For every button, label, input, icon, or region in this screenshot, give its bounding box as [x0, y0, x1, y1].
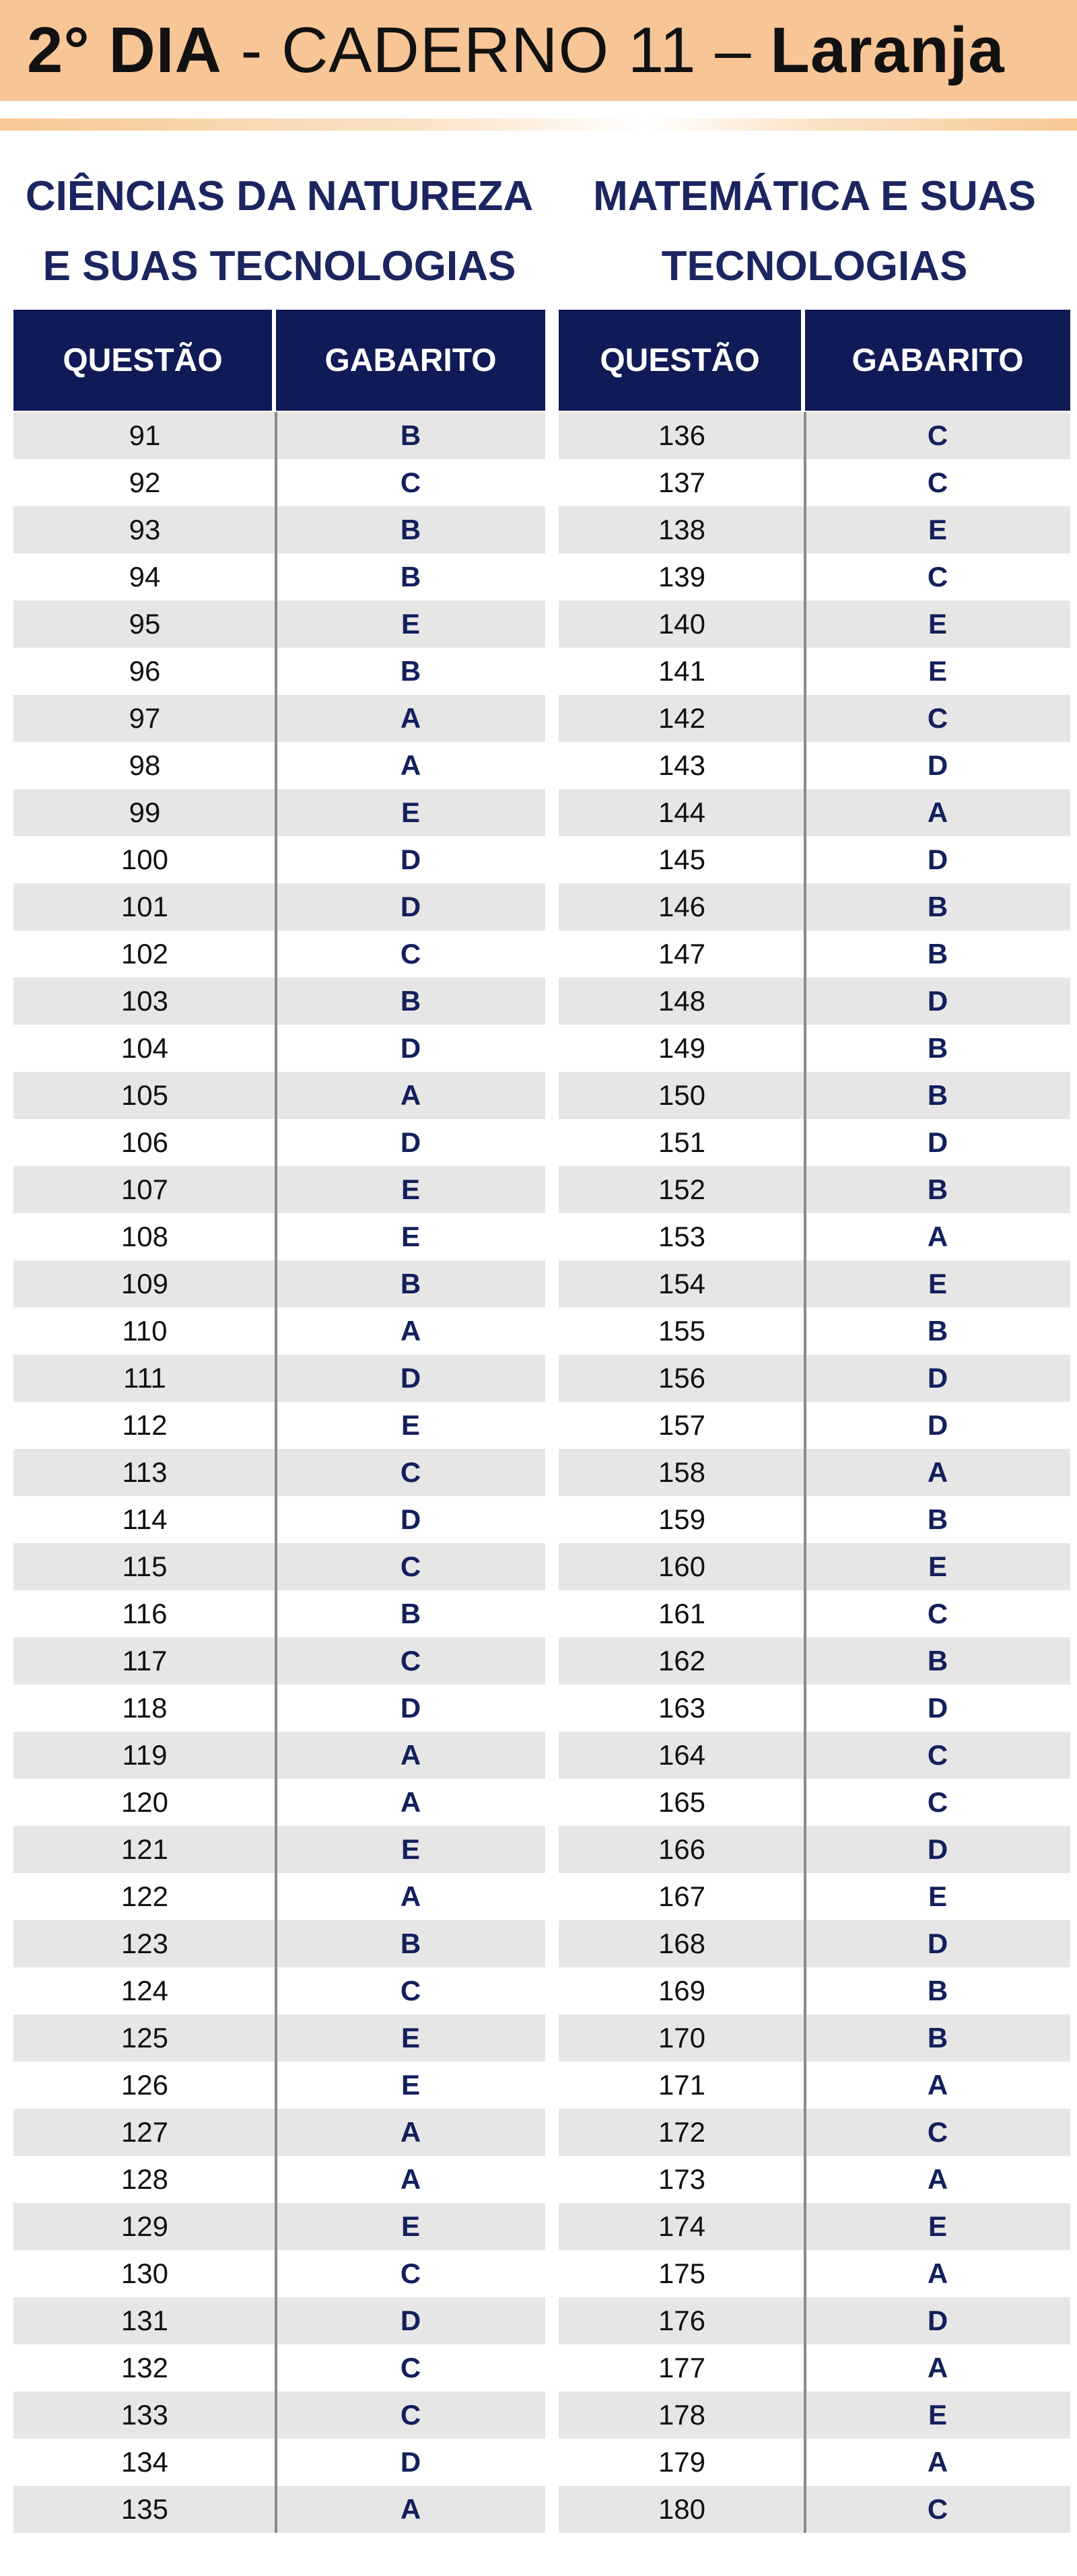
answer-letter: A	[400, 1786, 421, 1818]
question-number: 148	[658, 985, 706, 1017]
table-row	[559, 1166, 1070, 1213]
table-row	[559, 648, 1070, 695]
answer-letter: E	[401, 2210, 420, 2242]
question-number: 93	[129, 514, 161, 545]
table-row	[13, 506, 545, 553]
answer-letter: D	[400, 2446, 421, 2478]
question-number: 178	[658, 2399, 706, 2431]
question-number: 127	[120, 2116, 169, 2148]
answer-letter: C	[927, 1786, 948, 1818]
answer-letter: B	[927, 1032, 948, 1064]
table-row	[13, 2344, 545, 2392]
answer-letter: A	[400, 2116, 421, 2148]
answer-letter: B	[400, 1598, 421, 1629]
question-number: 117	[122, 1645, 168, 1676]
question-number: 98	[129, 749, 161, 781]
question-number: 135	[120, 2493, 169, 2525]
answer-letter: B	[400, 514, 421, 545]
column-divider	[804, 412, 806, 2533]
answer-letter: A	[400, 2493, 421, 2525]
answer-letter: B	[927, 1645, 948, 1676]
answer-letter: E	[401, 1174, 420, 1205]
answer-letter: A	[400, 1739, 421, 1771]
section-title-right-line2: TECNOLOGIAS	[661, 243, 968, 290]
table-row	[559, 459, 1070, 506]
question-number: 96	[129, 655, 161, 687]
question-number: 146	[658, 891, 706, 922]
header-divider	[0, 118, 1077, 131]
answer-table-right	[559, 310, 1070, 2533]
answer-letter: E	[401, 796, 420, 828]
question-number: 134	[120, 2446, 169, 2478]
answer-letter: A	[927, 1456, 948, 1488]
table-row	[13, 836, 545, 883]
question-number: 162	[658, 1645, 706, 1676]
table-row	[13, 1590, 545, 1637]
answer-letter: A	[927, 2069, 948, 2101]
question-number: 161	[658, 1598, 706, 1629]
table-row	[13, 1308, 545, 1355]
table-header-left	[13, 310, 545, 411]
answer-letter: D	[927, 1409, 948, 1441]
answer-letter: D	[927, 1692, 948, 1724]
question-number: 142	[658, 702, 706, 734]
question-number: 122	[120, 1880, 169, 1912]
answer-letter: E	[928, 514, 947, 545]
answer-letter: E	[928, 2399, 947, 2431]
question-number: 100	[120, 844, 169, 875]
question-number: 113	[122, 1456, 168, 1488]
question-number: 94	[129, 561, 161, 592]
table-row	[559, 601, 1070, 648]
table-header-right	[559, 310, 1070, 411]
question-number: 177	[658, 2352, 706, 2383]
answer-letter: D	[927, 749, 948, 781]
section-title-left-line2: E SUAS TECNOLOGIAS	[42, 243, 516, 290]
answer-letter: D	[927, 1126, 948, 1158]
table-row	[559, 1213, 1070, 1260]
table-row	[13, 648, 545, 695]
table-row	[559, 1260, 1070, 1308]
table-row	[559, 1402, 1070, 1449]
table-row	[13, 1920, 545, 1967]
answer-letter: D	[400, 1126, 421, 1158]
question-number: 139	[658, 561, 706, 592]
table-row	[559, 2062, 1070, 2109]
table-row	[559, 2109, 1070, 2156]
question-number: 123	[120, 1928, 169, 1959]
answer-letter: C	[927, 1739, 948, 1771]
table-row	[13, 1779, 545, 1826]
answer-letter: E	[401, 2022, 420, 2054]
table-row	[559, 1449, 1070, 1496]
answer-letter: B	[400, 985, 421, 1017]
question-number: 175	[658, 2258, 706, 2289]
title-color: Laranja	[770, 14, 1005, 86]
question-number: 156	[658, 1362, 706, 1394]
answer-letter: B	[927, 1975, 948, 2006]
table-row	[13, 1025, 545, 1072]
answer-letter: D	[927, 1833, 948, 1865]
question-number: 115	[122, 1551, 168, 1582]
answer-letter: A	[927, 2258, 948, 2289]
question-number: 102	[120, 938, 169, 970]
table-row	[13, 1685, 545, 1732]
table-row	[13, 978, 545, 1025]
answer-letter: B	[927, 1174, 948, 1205]
question-number: 144	[658, 796, 706, 828]
question-number: 99	[129, 796, 161, 828]
question-number: 138	[658, 514, 706, 545]
answer-letter: D	[400, 2305, 421, 2336]
question-number: 166	[658, 1833, 706, 1865]
question-number: 172	[658, 2116, 706, 2148]
table-row	[13, 1732, 545, 1779]
question-number: 91	[129, 419, 161, 451]
table-row	[13, 601, 545, 648]
answer-letter: B	[400, 561, 421, 592]
answer-letter: E	[401, 608, 420, 640]
answer-letter: A	[400, 2163, 421, 2195]
answer-letter: D	[927, 985, 948, 1017]
table-row	[13, 1213, 545, 1260]
answer-letter: A	[927, 1221, 948, 1252]
question-number: 174	[658, 2210, 706, 2242]
answer-letter: E	[928, 1551, 947, 1582]
answer-letter: B	[400, 655, 421, 687]
table-row	[559, 695, 1070, 742]
table-row	[559, 553, 1070, 601]
question-number: 153	[658, 1221, 706, 1252]
answer-letter: E	[401, 1221, 420, 1252]
table-row	[13, 2392, 545, 2439]
question-number: 95	[129, 608, 161, 640]
table-row	[13, 695, 545, 742]
table-row	[13, 1449, 545, 1496]
answer-letter: B	[927, 1315, 948, 1347]
answer-letter: D	[400, 1692, 421, 1724]
answer-letter: B	[927, 1503, 948, 1535]
section-title-left-line1: CIÊNCIAS DA NATUREZA	[25, 173, 534, 219]
table-row	[559, 1873, 1070, 1920]
table-row	[559, 789, 1070, 836]
table-row	[13, 2062, 545, 2109]
question-number: 111	[123, 1362, 166, 1394]
question-number: 126	[120, 2069, 169, 2101]
table-row	[13, 2250, 545, 2297]
table-row	[559, 1308, 1070, 1355]
table-row	[13, 553, 545, 601]
answer-table-left	[13, 310, 545, 2533]
answer-letter: D	[400, 1032, 421, 1064]
table-row	[559, 1826, 1070, 1873]
answer-letter: C	[400, 2352, 421, 2383]
table-row	[13, 1637, 545, 1685]
question-number: 168	[658, 1928, 706, 1959]
table-row	[559, 1543, 1070, 1590]
table-row	[13, 930, 545, 978]
question-number: 114	[122, 1503, 168, 1535]
answer-letter: C	[927, 561, 948, 592]
question-number: 141	[658, 655, 706, 687]
question-number: 108	[120, 1221, 169, 1252]
question-number: 120	[120, 1786, 169, 1818]
table-row	[559, 412, 1070, 459]
column-header-gabarito: GABARITO	[805, 310, 1070, 411]
table-row	[559, 506, 1070, 553]
question-number: 97	[129, 702, 161, 734]
question-number: 169	[658, 1975, 706, 2006]
answer-letter: C	[400, 1645, 421, 1676]
column-header-questao: QUESTÃO	[559, 310, 801, 411]
table-row	[13, 1873, 545, 1920]
answer-letter: D	[400, 1503, 421, 1535]
table-row	[559, 2014, 1070, 2062]
question-number: 104	[120, 1032, 169, 1064]
question-number: 171	[658, 2069, 706, 2101]
table-row	[13, 1402, 545, 1449]
question-number: 121	[120, 1833, 169, 1865]
answer-letter: C	[400, 467, 421, 498]
answer-letter: E	[401, 1833, 420, 1865]
question-number: 101	[120, 891, 169, 922]
answer-letter: E	[928, 655, 947, 687]
table-row	[13, 1543, 545, 1590]
question-number: 128	[120, 2163, 169, 2195]
table-row	[13, 2297, 545, 2344]
answer-letter: A	[927, 2352, 948, 2383]
page-header	[0, 0, 1077, 101]
question-number: 118	[122, 1692, 168, 1724]
question-number: 132	[120, 2352, 169, 2383]
answer-letter: B	[927, 1079, 948, 1111]
answer-letter: A	[927, 796, 948, 828]
table-row	[13, 1826, 545, 1873]
question-number: 167	[658, 1880, 706, 1912]
answer-letter: A	[400, 1880, 421, 1912]
answer-letter: C	[400, 2399, 421, 2431]
page-title	[27, 13, 1005, 88]
table-row	[559, 2392, 1070, 2439]
question-number: 92	[129, 467, 161, 498]
answer-letter: C	[927, 419, 948, 451]
table-row	[559, 2486, 1070, 2533]
answer-letter: E	[928, 1268, 947, 1299]
answer-letter: C	[400, 938, 421, 970]
table-row	[559, 1637, 1070, 1685]
question-number: 151	[658, 1126, 706, 1158]
answer-letter: D	[927, 844, 948, 875]
table-row	[13, 2156, 545, 2203]
question-number: 155	[658, 1315, 706, 1347]
question-number: 112	[122, 1409, 168, 1441]
table-row	[559, 742, 1070, 789]
question-number: 124	[120, 1975, 169, 2006]
column-header-questao: QUESTÃO	[13, 310, 272, 411]
table-row	[13, 2014, 545, 2062]
answer-letter: D	[400, 1362, 421, 1394]
question-number: 164	[658, 1739, 706, 1771]
table-row	[559, 978, 1070, 1025]
column-header-gabarito: GABARITO	[276, 310, 545, 411]
question-number: 145	[658, 844, 706, 875]
table-row	[13, 1355, 545, 1402]
answer-letter: D	[400, 844, 421, 875]
table-row	[13, 883, 545, 930]
table-row	[559, 1685, 1070, 1732]
answer-letter: A	[400, 1315, 421, 1347]
answer-letter: B	[400, 1928, 421, 1959]
table-row	[13, 412, 545, 459]
answer-letter: C	[400, 1456, 421, 1488]
table-row	[559, 1967, 1070, 2014]
table-row	[13, 1119, 545, 1166]
question-number: 109	[120, 1268, 169, 1299]
table-row	[13, 789, 545, 836]
table-body-right	[559, 412, 1070, 2533]
question-number: 163	[658, 1692, 706, 1724]
section-title-right	[559, 162, 1070, 302]
table-row	[13, 1260, 545, 1308]
question-number: 180	[658, 2493, 706, 2525]
question-number: 173	[658, 2163, 706, 2195]
table-row	[559, 1779, 1070, 1826]
question-number: 170	[658, 2022, 706, 2054]
question-number: 147	[658, 938, 706, 970]
answer-letter: C	[927, 1598, 948, 1629]
table-row	[559, 2297, 1070, 2344]
question-number: 129	[120, 2210, 169, 2242]
answer-letter: B	[400, 419, 421, 451]
answer-letter: C	[400, 1975, 421, 2006]
question-number: 149	[658, 1032, 706, 1064]
table-row	[559, 2156, 1070, 2203]
question-number: 110	[122, 1315, 168, 1347]
section-title-right-line1: MATEMÁTICA E SUAS	[593, 173, 1036, 219]
answer-letter: E	[928, 2210, 947, 2242]
question-number: 130	[120, 2258, 169, 2289]
answer-letter: D	[927, 2305, 948, 2336]
question-number: 154	[658, 1268, 706, 1299]
question-number: 160	[658, 1551, 706, 1582]
answer-letter: C	[400, 2258, 421, 2289]
table-row	[13, 2109, 545, 2156]
table-row	[559, 2439, 1070, 2486]
answer-letter: D	[400, 891, 421, 922]
question-number: 133	[120, 2399, 169, 2431]
answer-letter: D	[927, 1928, 948, 1959]
table-row	[559, 836, 1070, 883]
question-number: 105	[120, 1079, 169, 1111]
answer-letter: A	[927, 2446, 948, 2478]
table-row	[559, 930, 1070, 978]
table-row	[559, 1496, 1070, 1543]
answer-letter: C	[927, 467, 948, 498]
answer-letter: C	[927, 702, 948, 734]
table-row	[559, 1072, 1070, 1119]
table-row	[13, 1967, 545, 2014]
table-row	[559, 1920, 1070, 1967]
table-row	[559, 2203, 1070, 2250]
answer-letter: A	[400, 749, 421, 781]
answer-letter: E	[928, 1880, 947, 1912]
table-body-left	[13, 412, 545, 2533]
table-row	[559, 1732, 1070, 1779]
table-row	[559, 1355, 1070, 1402]
question-number: 107	[120, 1174, 169, 1205]
table-row	[559, 2344, 1070, 2392]
answer-letter: B	[927, 938, 948, 970]
table-row	[13, 1072, 545, 1119]
answer-letter: A	[927, 2163, 948, 2195]
table-row	[13, 1496, 545, 1543]
question-number: 143	[658, 749, 706, 781]
column-divider	[275, 412, 277, 2533]
question-number: 176	[658, 2305, 706, 2336]
answer-letter: B	[927, 891, 948, 922]
table-row	[559, 1119, 1070, 1166]
table-row	[13, 459, 545, 506]
question-number: 119	[122, 1739, 168, 1771]
question-number: 165	[658, 1786, 706, 1818]
answer-letter: B	[927, 2022, 948, 2054]
table-row	[13, 2486, 545, 2533]
question-number: 136	[658, 419, 706, 451]
question-number: 150	[658, 1079, 706, 1111]
answer-letter: E	[401, 1409, 420, 1441]
question-number: 116	[122, 1598, 168, 1629]
question-number: 140	[658, 608, 706, 640]
table-row	[559, 2250, 1070, 2297]
section-title-left	[13, 162, 545, 302]
question-number: 159	[658, 1503, 706, 1535]
question-number: 152	[658, 1174, 706, 1205]
table-row	[13, 1166, 545, 1213]
title-day: 2° DIA	[27, 14, 222, 86]
question-number: 158	[658, 1456, 706, 1488]
question-number: 103	[120, 985, 169, 1017]
question-number: 125	[120, 2022, 169, 2054]
answer-letter: C	[927, 2116, 948, 2148]
table-row	[559, 1025, 1070, 1072]
answer-letter: D	[927, 1362, 948, 1394]
answer-letter: B	[400, 1268, 421, 1299]
table-row	[559, 1590, 1070, 1637]
table-row	[13, 2203, 545, 2250]
question-number: 137	[658, 467, 706, 498]
title-caderno: CADERNO 11 –	[281, 14, 771, 86]
table-row	[13, 2439, 545, 2486]
answer-letter: C	[927, 2493, 948, 2525]
question-number: 106	[120, 1126, 169, 1158]
table-row	[13, 742, 545, 789]
answer-letter: C	[400, 1551, 421, 1582]
question-number: 131	[120, 2305, 169, 2336]
answer-letter: A	[400, 1079, 421, 1111]
answer-letter: E	[928, 608, 947, 640]
question-number: 157	[658, 1409, 706, 1441]
answer-letter: A	[400, 702, 421, 734]
question-number: 179	[658, 2446, 706, 2478]
title-separator: -	[221, 14, 282, 86]
answer-letter: E	[401, 2069, 420, 2101]
table-row	[559, 883, 1070, 930]
